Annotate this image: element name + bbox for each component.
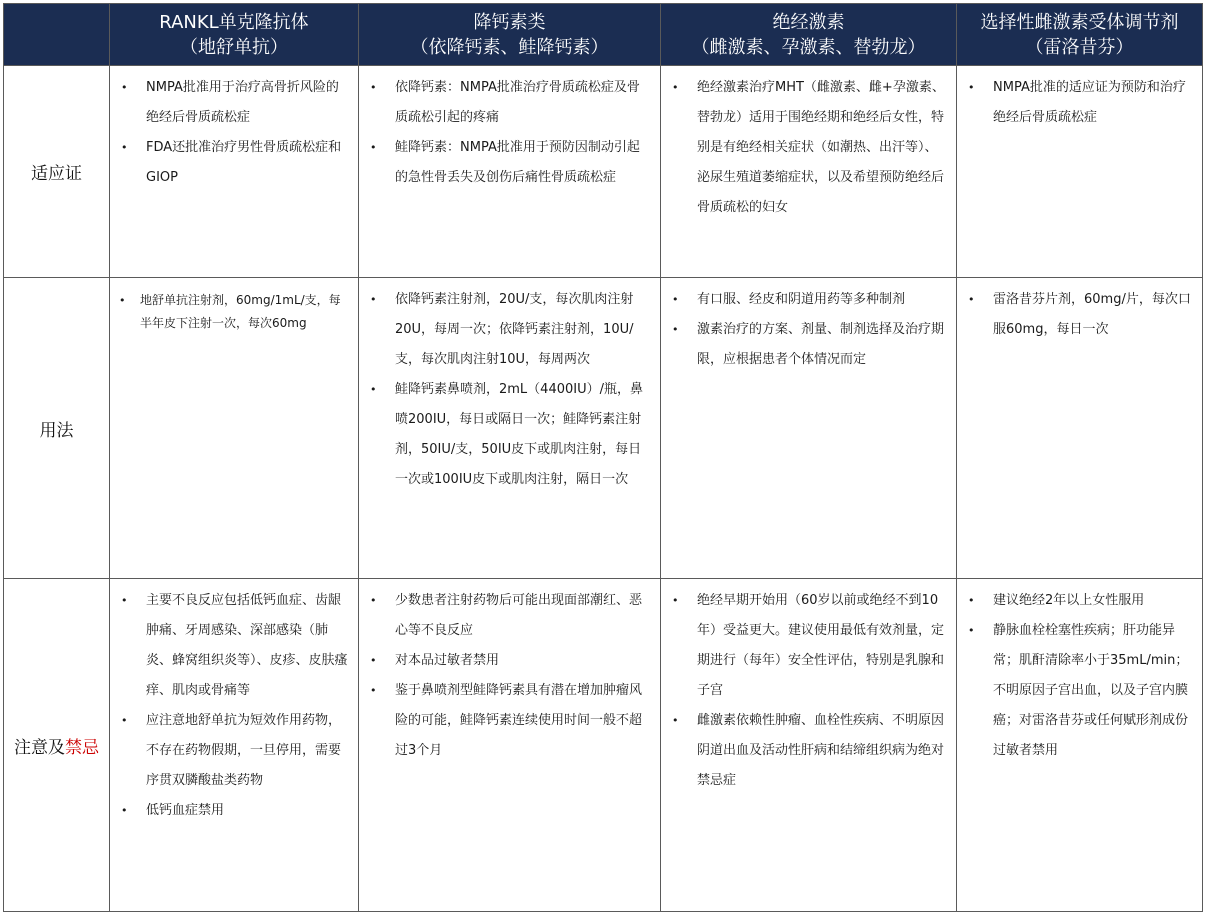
column-header-title: 降钙素类: [473, 11, 546, 33]
column-header-subtitle: （依降钙素、鲑降钙素）: [410, 36, 609, 58]
header-corner: [4, 4, 110, 66]
header-row: [4, 4, 1203, 66]
row-label-precautions: [4, 579, 110, 912]
bullet-item: • 应注意地舒单抗为短效作用药物，不存在药物假期，一旦停用，需要序贯双膦酸盐类药物: [116, 706, 350, 796]
bullet-item: • 有口服、经皮和阴道用药等多种制剂: [667, 285, 948, 315]
cell-usage-rankl: [110, 278, 359, 579]
drug-comparison-table: [3, 3, 1203, 912]
bullet-item: • NMPA批准的适应证为预防和治疗绝经后骨质疏松症: [963, 73, 1194, 133]
cell-precautions-serm: [957, 579, 1203, 912]
row-label-prefix: 注意及: [14, 737, 65, 758]
bullet-item: • 静脉血栓栓塞性疾病；肝功能异常；肌酐清除率小于35mL/min；不明原因子宫出血，以及子宫内膜癌；对雷洛昔芬或任何赋形剂成份过敏者禁用: [963, 616, 1194, 766]
column-header-menopausal-hormone: [661, 4, 957, 66]
bullet-item: • 绝经激素治疗MHT（雌激素、雌+孕激素、替勃龙）适用于围绝经期和绝经后女性，特别是有绝经相关症状（如潮热、出汗等）、泌尿生殖道萎缩症状，以及希望预防绝经后骨质疏松的妇女: [667, 73, 948, 223]
column-header-calcitonin: [359, 4, 661, 66]
column-header-subtitle: （雷洛昔芬）: [1025, 36, 1134, 58]
cell-indications-rankl: [110, 66, 359, 278]
column-header-title: RANKL单克隆抗体: [159, 11, 309, 33]
cell-usage-calcitonin: [359, 278, 661, 579]
bullet-item: • 绝经早期开始用（60岁以前或绝经不到10年）受益更大。建议使用最低有效剂量，定期进行（每年）安全性评估，特别是乳腺和子宫: [667, 586, 948, 706]
column-header-rankl: [110, 4, 359, 66]
cell-usage-serm: [957, 278, 1203, 579]
cell-indications-calcitonin: [359, 66, 661, 278]
bullet-item: • 雌激素依赖性肿瘤、血栓性疾病、不明原因阴道出血及活动性肝病和结缔组织病为绝对禁忌症: [667, 706, 948, 796]
bullet-item: • 依降钙素：NMPA批准治疗骨质疏松症及骨质疏松引起的疼痛: [365, 73, 652, 133]
row-label-indications: 适应证: [4, 66, 110, 278]
column-header-serm: [957, 4, 1203, 66]
bullet-item: • NMPA批准用于治疗高骨折风险的绝经后骨质疏松症: [116, 73, 350, 133]
bullet-item: • 鲑降钙素：NMPA批准用于预防因制动引起的急性骨丢失及创伤后痛性骨质疏松症: [365, 133, 652, 193]
bullet-item: • 鉴于鼻喷剂型鲑降钙素具有潜在增加肿瘤风险的可能，鲑降钙素连续使用时间一般不超过3个月: [365, 676, 652, 766]
bullet-item: • 依降钙素注射剂，20U/支，每次肌肉注射20U，每周一次；依降钙素注射剂，10U/支，每次肌肉注射10U，每周两次: [365, 285, 652, 375]
cell-indications-menopausal-hormone: [661, 66, 957, 278]
row-label-usage: 用法: [4, 278, 110, 579]
bullet-item: • 雷洛昔芬片剂，60mg/片，每次口服60mg，每日一次: [963, 285, 1194, 345]
row-label-contraindications: 禁忌: [65, 737, 99, 758]
bullet-item: • 主要不良反应包括低钙血症、齿龈肿痛、牙周感染、深部感染（肺炎、蜂窝组织炎等）、皮疹、皮肤瘙痒、肌肉或骨痛等: [116, 586, 350, 706]
bullet-item: • 对本品过敏者禁用: [365, 646, 652, 676]
cell-usage-menopausal-hormone: [661, 278, 957, 579]
cell-precautions-menopausal-hormone: [661, 579, 957, 912]
cell-precautions-rankl: [110, 579, 359, 912]
bullet-item: • 鲑降钙素鼻喷剂，2mL（4400IU）/瓶，鼻喷200IU，每日或隔日一次；鲑降钙素注射剂，50IU/支，50IU皮下或肌肉注射，每日一次或100IU皮下或肌肉注射，隔日一次: [365, 375, 652, 495]
bullet-item: • 建议绝经2年以上女性服用: [963, 586, 1194, 616]
bullet-item: • 低钙血症禁用: [116, 796, 350, 826]
cell-precautions-calcitonin: [359, 579, 661, 912]
bullet-item: • 地舒单抗注射剂，60mg/1mL/支，每半年皮下注射一次，每次60mg: [116, 289, 350, 335]
column-header-title: 绝经激素: [772, 11, 845, 33]
column-header-subtitle: （雌激素、孕激素、替勃龙）: [691, 36, 926, 58]
bullet-item: • FDA还批准治疗男性骨质疏松症和GIOP: [116, 133, 350, 193]
column-header-subtitle: （地舒单抗）: [180, 36, 288, 58]
row-indications: [4, 66, 1203, 278]
bullet-item: • 激素治疗的方案、剂量、制剂选择及治疗期限，应根据患者个体情况而定: [667, 315, 948, 375]
bullet-item: • 少数患者注射药物后可能出现面部潮红、恶心等不良反应: [365, 586, 652, 646]
row-usage: [4, 278, 1203, 579]
row-precautions-contraindications: [4, 579, 1203, 912]
column-header-title: 选择性雌激素受体调节剂: [980, 11, 1179, 33]
cell-indications-serm: [957, 66, 1203, 278]
